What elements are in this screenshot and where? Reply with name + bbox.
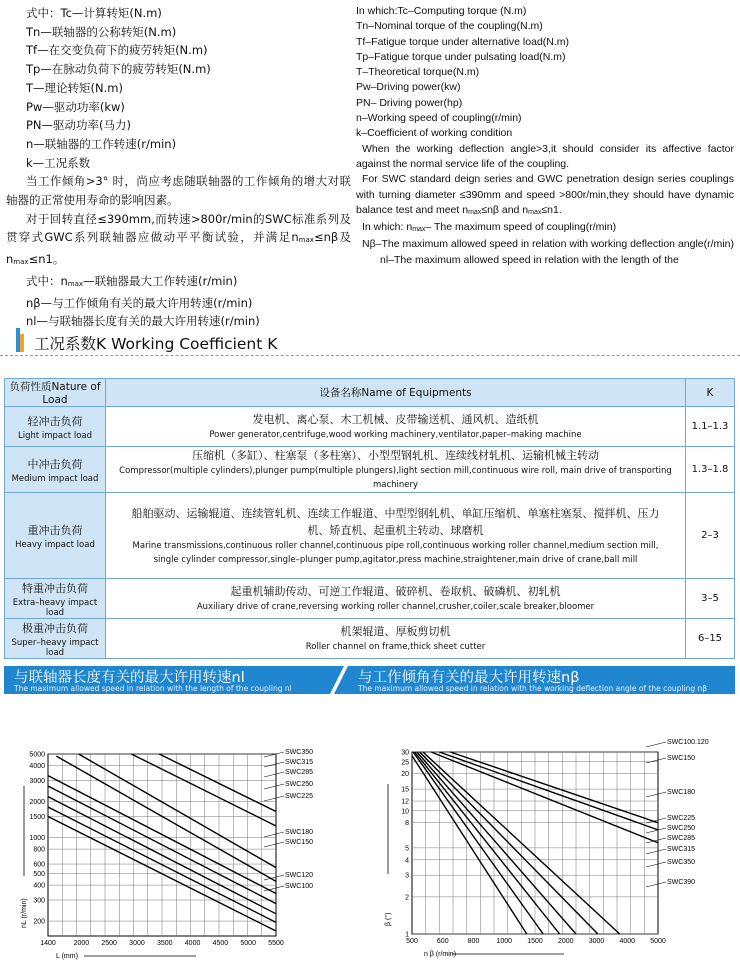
series-label: SWC285 <box>285 769 314 776</box>
chinese-text-column <box>6 4 351 331</box>
k-value-cell: 1.1–1.3 <box>686 407 735 447</box>
table-row <box>5 493 735 579</box>
band-title-zh: 与联轴器长度有关的最大许用转速nl <box>14 670 245 686</box>
column-header: 设备名称Name of Equipments <box>106 379 686 407</box>
symbol-line: Tp—在脉动负荷下的疲劳转矩(N.m) <box>26 62 211 77</box>
chart-length-speed <box>0 740 340 966</box>
x-axis-label: n β (r/min) <box>424 951 457 958</box>
symbol-line: Pw–Driving power(kw) <box>356 81 461 94</box>
symbol-line: Tp–Fatigue torque under pulsating load(N.m) <box>356 50 566 63</box>
leader-line <box>264 772 284 777</box>
series-line <box>431 752 658 843</box>
x-tick-label: 5000 <box>240 940 256 947</box>
y-tick-label: 3000 <box>29 778 45 786</box>
series-label: SWC180 <box>285 829 314 836</box>
series-label: SWC350 <box>667 859 696 866</box>
y-tick-label: 300 <box>33 897 45 905</box>
table-row <box>5 619 735 659</box>
x-tick-label: 4000 <box>619 938 636 945</box>
english-text-column <box>356 4 734 268</box>
load-cell: 极重冲击负荷 Super–heavy impact load <box>5 619 106 659</box>
x-tick-label: 4500 <box>212 940 229 947</box>
leader-line <box>646 742 666 747</box>
series-line <box>417 752 576 934</box>
symbol-line: 式中：$n_{max}—$联轴器最大工作转速(r/min) <box>26 273 238 288</box>
equipment-cell: 船舶驱动、运输辊道、连续管轧机、连续工作辊道、中型型钢轧机、单缸压缩机、单塞柱塞泵、搅拌机、压力机、矫直机、起重机主转动、球磨机 Marine transmissions,continuous roller channel,continuous pipe roll,continuous working roller channel,medium section mill, single cylinder compressor,single–plunger pump,agitator,press machine,straightener,main drive of crane,ball mill <box>106 493 686 579</box>
working-coefficient-table <box>4 378 735 659</box>
load-cell: 重冲击负荷 Heavy impact load <box>5 493 106 579</box>
leader-line <box>264 842 284 847</box>
y-tick-label: 500 <box>33 871 45 879</box>
series-label: SWC100 <box>285 883 314 890</box>
y-tick-label: 5000 <box>29 751 45 759</box>
series-label: SWC150 <box>285 839 314 846</box>
y-tick-label: 4 <box>405 857 409 865</box>
paragraph-deflection: 当工作倾角>3° 时，尚应考虑随联轴器的工作倾角的增大对联轴器的正常使用寿命的影响因素。 <box>6 174 351 208</box>
symbol-line: PN—驱动功率(马力) <box>26 118 132 133</box>
divider <box>0 355 740 356</box>
chart-angle-speed <box>360 734 738 966</box>
x-tick-label: 3500 <box>156 940 173 947</box>
symbol-line: In which:Tc–Computing torque (N.m) <box>356 5 527 17</box>
symbol-line: In which: $n_{max}-$ The maximum speed of coupling(r/min) <box>362 221 617 234</box>
series-label: SWC180 <box>667 789 696 796</box>
chart-band-length <box>4 666 330 694</box>
series-label: SWC285 <box>667 835 696 842</box>
y-tick-label: 8 <box>405 820 409 828</box>
y-tick-label: 2000 <box>29 799 45 807</box>
x-tick-label: 1500 <box>527 938 543 945</box>
series-line <box>56 756 276 881</box>
symbol-line: Tf–Fatigue torque under alternative load(N.m) <box>356 35 570 48</box>
x-tick-label: 3000 <box>588 938 605 945</box>
symbol-line: T–Theoretical torque(N.m) <box>356 66 480 79</box>
x-tick-label: 1000 <box>496 938 513 945</box>
x-tick-label: 1400 <box>40 940 56 947</box>
series-label: SWC120 <box>285 872 314 879</box>
paragraph-balance: For SWC standard deign series and GWC penetration design series couplings with turning diameter ≤390mm and speed >800r/min,they should have dynamic balance test and meet $n_{max}\le n\beta$ and $n_{max}\le n1$. <box>356 173 734 216</box>
load-cell: 特重冲击负荷 Extra–heavy impact load <box>5 579 106 619</box>
y-tick-label: 400 <box>33 882 45 890</box>
symbol-line: nl—与联轴器长度有关的最大许用转速(r/min) <box>26 314 260 329</box>
y-tick-label: 25 <box>401 759 409 767</box>
series-line <box>159 754 276 812</box>
y-tick-label: 3 <box>405 872 409 880</box>
symbol-line: k—工况系数 <box>26 155 91 170</box>
x-tick-label: 2500 <box>101 940 117 947</box>
symbol-line: n—联轴器的工作转速(r/min) <box>26 136 177 151</box>
x-tick-label: 5500 <box>268 940 284 947</box>
load-cell: 中冲击负荷 Medium impact load <box>5 447 106 493</box>
symbol-line: Tn—联轴器的公称转矩(N.m) <box>26 24 177 39</box>
band-title-en: The maximum allowed speed in relation with the length of the coupling nl <box>14 684 292 693</box>
series-label: SWC250 <box>667 825 696 832</box>
series-line <box>131 754 276 826</box>
equipment-cell: 机架辊道、厚板剪切机 Roller channel on frame,thick sheet cutter <box>106 619 686 659</box>
symbol-line: nl–The maximum allowed speed in relation with the length of the <box>380 253 679 266</box>
symbol-line: k–Coefficient of working condition <box>356 127 513 140</box>
symbol-line: nβ—与工作倾角有关的最大许用转速(r/min) <box>26 295 253 310</box>
y-tick-label: 1000 <box>29 835 45 843</box>
symbol-line: n–Working speed of coupling(r/min) <box>356 112 522 125</box>
x-axis-label: L (mm) <box>56 953 78 960</box>
paragraph-deflection: When the working deflection angle>3,it should consider its affective factor against the normal service life of the coupling. <box>356 142 734 170</box>
chart-band-angle <box>348 666 735 694</box>
band-title-zh: 与工作倾角有关的最大许用转速nβ <box>358 670 580 686</box>
k-value-cell: 1.3–1.8 <box>686 447 735 493</box>
k-value-cell: 2–3 <box>686 493 735 579</box>
symbol-line: Tn–Nominal torque of the coupling(N.m) <box>356 20 543 33</box>
y-tick-label: 800 <box>33 846 45 854</box>
y-tick-label: 12 <box>401 798 409 806</box>
x-tick-label: 2000 <box>73 940 90 947</box>
y-tick-label: 4000 <box>29 763 45 771</box>
column-header: K <box>686 379 735 407</box>
series-label: SWC390 <box>667 879 696 886</box>
leader-line <box>646 862 666 867</box>
x-tick-label: 800 <box>467 938 480 945</box>
load-cell: 轻冲击负荷 Light impact load <box>5 407 106 447</box>
symbol-line: Tf—在交变负荷下的疲劳转矩(N.m) <box>26 43 208 58</box>
column-header: 负荷性质Nature of Load <box>5 379 106 407</box>
x-tick-label: 4000 <box>184 940 201 947</box>
y-tick-label: 20 <box>401 771 409 779</box>
series-label: SWC350 <box>285 749 314 756</box>
x-tick-label: 3000 <box>129 940 145 947</box>
y-tick-label: 1 <box>405 931 409 939</box>
leader-line <box>646 758 666 763</box>
equipment-cell: 起重机辅助传动、可逆工作辊道、破碎机、卷取机、破磷机、初轧机 Auxiliary drive of crane,reversing working roller channel,crusher,coiler,scale breaker,bloomer <box>106 579 686 619</box>
series-label: SWC225 <box>667 815 696 822</box>
y-tick-label: 600 <box>33 861 45 869</box>
series-label: SWC250 <box>285 781 314 788</box>
series-label: SWC315 <box>667 846 696 853</box>
k-value-cell: 3–5 <box>686 579 735 619</box>
k-value-cell: 6–15 <box>686 619 735 659</box>
y-tick-label: 15 <box>401 786 409 794</box>
equipment-cell: 压缩机（多缸）、柱塞泵（多柱塞）、小型型钢轧机、连续线材轧机、运输机械主转动 Compressor(multiple cylinders),plunger pump(multiple plungers),light section mill,continuous wire roll, main drive of transporting machinery <box>106 447 686 493</box>
y-tick-label: 5 <box>405 845 409 853</box>
symbol-line: 式中：Tc—计算转矩(N.m) <box>26 6 162 20</box>
accent-bar-orange <box>20 334 24 352</box>
symbol-line: Pw—驱动功率(kw) <box>26 99 125 114</box>
table-header-row <box>5 379 735 407</box>
equipment-cell: 发电机、离心泵、木工机械、皮带输送机、通风机、造纸机 Power generator,centrifuge,wood working machinery,ventilator,paper–making machine <box>106 407 686 447</box>
leader-line <box>646 882 666 887</box>
section-heading <box>0 322 740 358</box>
x-tick-label: 2000 <box>557 938 574 945</box>
leader-line <box>646 849 666 854</box>
series-line <box>450 752 658 823</box>
series-label: SWC150 <box>667 755 696 762</box>
y-tick-label: 1500 <box>29 813 45 821</box>
table-row <box>5 579 735 619</box>
leader-line <box>264 832 284 837</box>
table-row <box>5 407 735 447</box>
paragraph-balance: 对于回转直径≤390mm,而转速>800r/min的SWC标准系列及贯穿式GWC系列联轴器应做动平平衡试验，并满足$n_{max}\le n\beta$及$n_{max}\le n1$。 <box>6 211 351 267</box>
y-tick-label: 30 <box>401 749 409 757</box>
x-tick-label: 600 <box>436 938 449 945</box>
x-tick-label: 5000 <box>650 938 666 945</box>
symbol-line: Nβ–The maximum allowed speed in relation with working deflection angle(r/min) <box>362 238 734 251</box>
series-label: SWC100.120 <box>667 739 709 746</box>
y-axis-label: β (°) <box>385 912 392 926</box>
series-line <box>413 752 543 934</box>
y-axis-label: nL (r/min) <box>21 898 28 928</box>
y-tick-label: 10 <box>401 808 409 816</box>
y-tick-label: 200 <box>33 918 45 926</box>
x-tick-label: 500 <box>406 938 418 945</box>
band-title-en: The maximum allowed speed in relation with the working deflection angle of the coupling nβ <box>358 684 708 693</box>
series-label: SWC225 <box>285 793 314 800</box>
table-row <box>5 447 735 493</box>
series-line <box>415 752 560 934</box>
leader-line <box>646 792 666 797</box>
y-tick-label: 2 <box>405 894 409 902</box>
symbol-line: PN– Driving power(hp) <box>356 96 463 109</box>
leader-line <box>264 796 284 801</box>
section-title: 工况系数K Working Coefficient K <box>34 335 278 353</box>
series-label: SWC315 <box>285 759 314 766</box>
symbol-line: T—理论转矩(N.m) <box>26 80 123 95</box>
leader-line <box>264 784 284 789</box>
leader-line <box>264 762 284 767</box>
series-line <box>412 756 527 934</box>
